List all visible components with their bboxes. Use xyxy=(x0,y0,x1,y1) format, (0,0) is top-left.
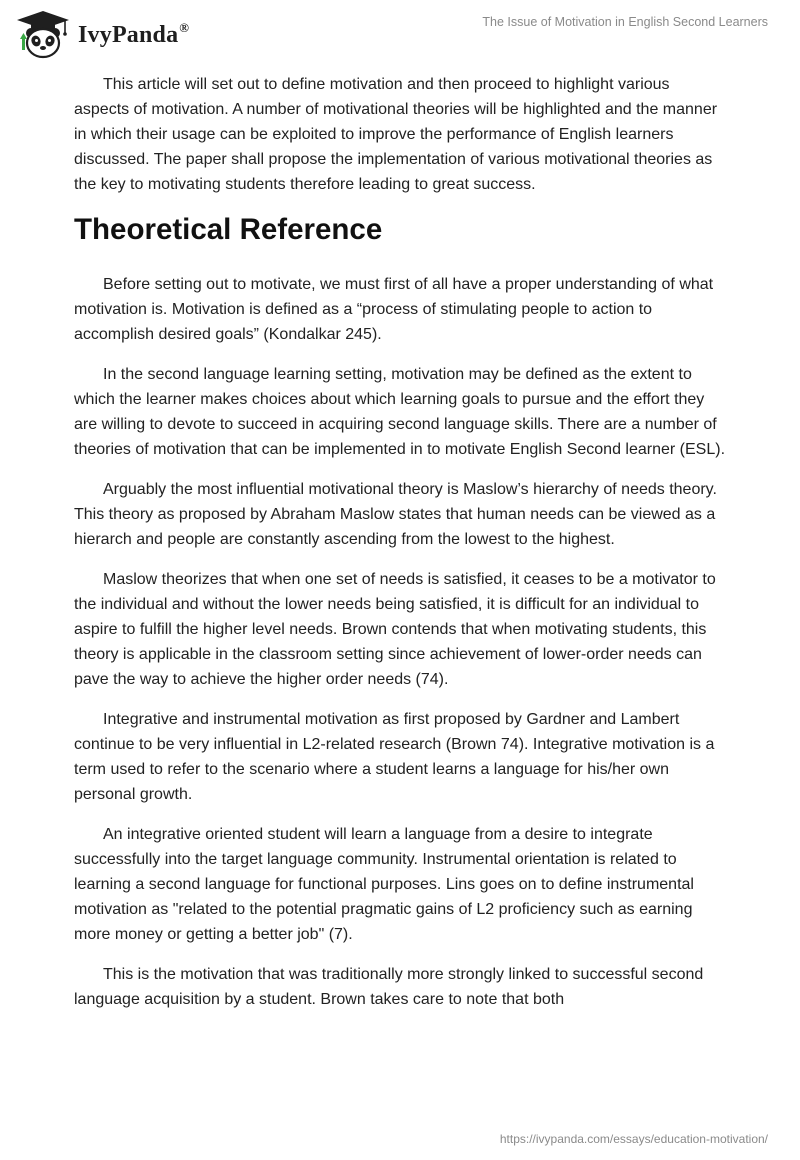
article-body xyxy=(74,72,726,1027)
paragraph-maslow-hierarchy: Arguably the most influential motivational theory is Maslow’s hierarchy of needs theory. This theory as proposed by Abraham Maslow states that human needs can be viewed as a hierarch and people are constantly ascending from the lowest to the highest. xyxy=(74,481,717,548)
paragraph-second-language-setting: In the second language learning setting, motivation may be defined as the extent to which the learner makes choices about which learning goals to pursue and the effort they are willing to devote to succeed in acquiring second language skills. There are a number of theories of motivation that can be implemented in to motivate English Second learner (ESL). xyxy=(74,366,726,458)
source-url[interactable]: https://ivypanda.com/essays/education-motivation/ xyxy=(499,1132,768,1146)
brand-name xyxy=(78,19,190,49)
paragraph-maslow-theorizes: Maslow theorizes that when one set of needs is satisfied, it ceases to be a motivator to the individual and without the lower needs being satisfied, it is difficult for an individual to aspire to fulfill the higher level needs. Brown contends that when motivating students, this theory is applicable in the classroom setting since achievement of lower-order needs can pave the way to achieve the higher order needs (74). xyxy=(74,571,716,688)
document-title: The Issue of Motivation in English Second Learners xyxy=(482,15,768,29)
brand-name-text: IvyPanda xyxy=(78,21,179,48)
paragraph-traditional-motivation: This is the motivation that was traditionally more strongly linked to successful second language acquisition by a student. Brown takes care to note that both xyxy=(74,966,704,1008)
intro-paragraph: This article will set out to define motivation and then proceed to highlight various aspects of motivation. A number of motivational theories will be highlighted and the manner in which their usage can be exploited to improve the performance of English learners discussed. The paper shall propose the implementation of various motivational theories as the key to motivating students therefore leading to great success. xyxy=(74,76,718,193)
page-header xyxy=(0,0,800,62)
section-heading: Theoretical Reference xyxy=(74,213,383,246)
paragraph-integrative-instrumental: Integrative and instrumental motivation as first proposed by Gardner and Lambert continue to be very influential in L2-related research (Brown 74). Integrative motivation is a term used to refer to the scenario where a student learns a language for his/her own personal growth. xyxy=(74,711,715,803)
ivypanda-logo[interactable] xyxy=(14,9,189,59)
panda-graduate-icon xyxy=(14,9,72,59)
paragraph-motivation-definition: Before setting out to motivate, we must first of all have a proper understanding of what motivation is. Motivation is defined as a “process of stimulating people to action to accomplish desired goals” (Kondalkar 245). xyxy=(74,276,714,343)
registered-mark: ® xyxy=(179,19,190,35)
paragraph-integrative-oriented: An integrative oriented student will learn a language from a desire to integrate successfully into the target language community. Instrumental orientation is related to learning a second language for functional purposes. Lins goes on to define instrumental motivation as "related to the potential pragmatic gains of L2 proficiency such as earning more money or getting a better job" (7). xyxy=(74,826,694,943)
